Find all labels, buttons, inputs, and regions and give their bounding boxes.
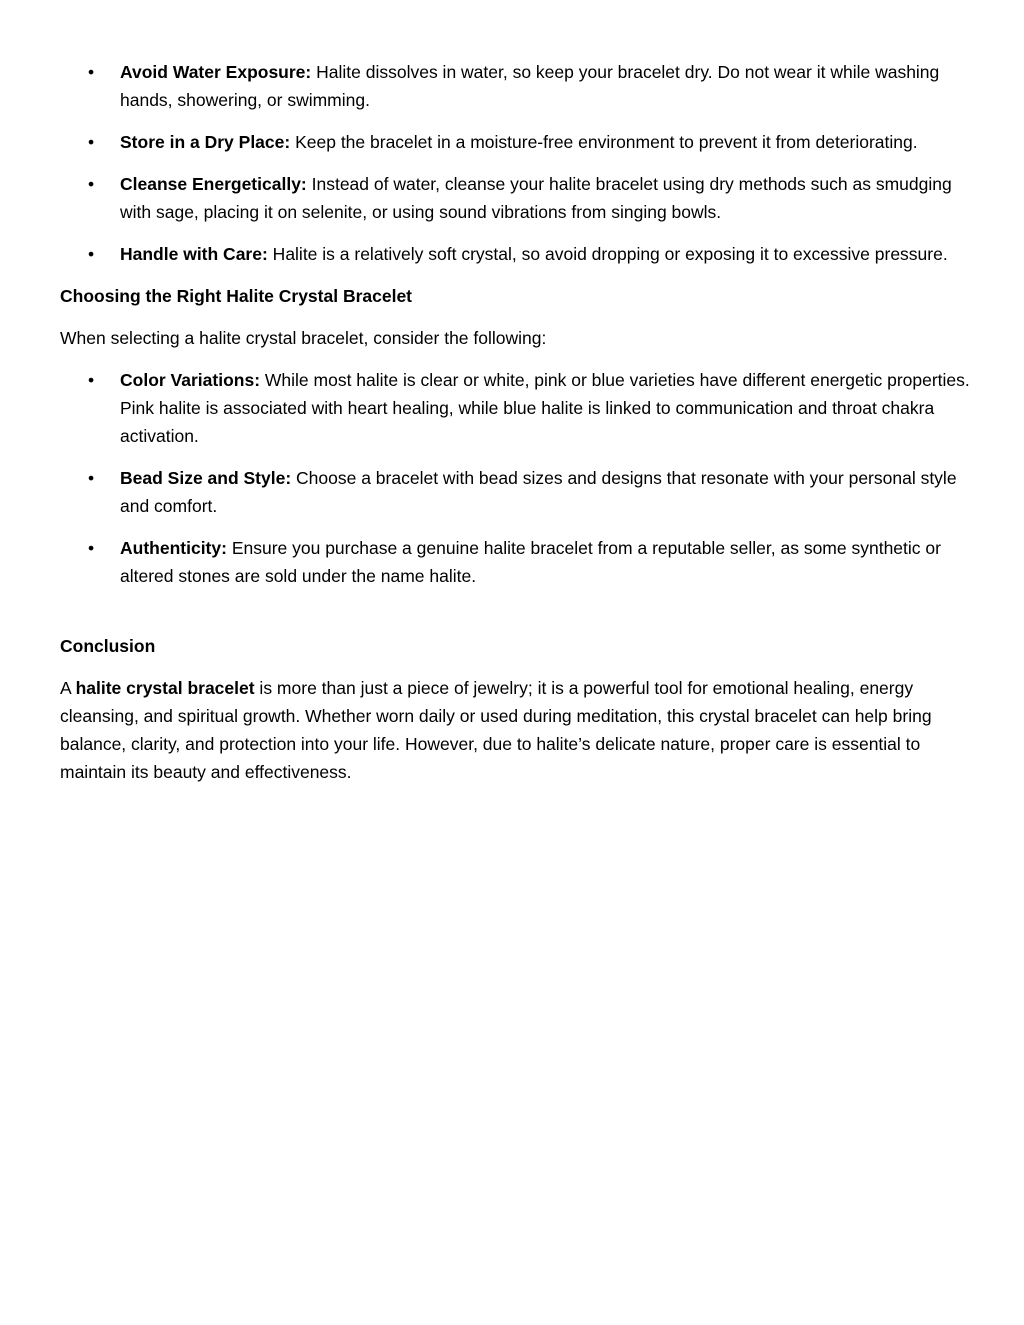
list-item <box>60 128 970 156</box>
item-label: Bead Size and Style: <box>120 468 292 488</box>
item-label: Store in a Dry Place: <box>120 132 291 152</box>
conclusion-paragraph <box>60 674 970 786</box>
document-page <box>60 58 970 800</box>
item-label: Cleanse Energetically: <box>120 174 307 194</box>
list-item <box>60 58 970 114</box>
section-heading-conclusion: Conclusion <box>60 636 156 656</box>
blank-line <box>60 604 970 632</box>
conclusion-bold-term: halite crystal bracelet <box>75 678 255 698</box>
conclusion-rest: is more than just a piece of jewelry; it is a powerful tool for emotional healing, energy cleansing, and spiritual growth. Whether worn daily or used during meditation, this crystal bracelet can help bring balance, clarity, and protection into your life. However, due to halite’s delicate nature, proper care is essential to maintain its beauty and effectiveness. <box>60 678 932 782</box>
bullet-icon: • <box>88 174 95 194</box>
list-item <box>60 366 970 450</box>
item-label: Handle with Care: <box>120 244 268 264</box>
care-tips-list <box>60 58 970 268</box>
choosing-intro: When selecting a halite crystal bracelet, consider the following: <box>60 328 547 348</box>
item-label: Authenticity: <box>120 538 227 558</box>
item-text: Keep the bracelet in a moisture-free environment to prevent it from deteriorating. <box>290 132 918 152</box>
list-item <box>60 170 970 226</box>
conclusion-lead: A <box>60 678 76 698</box>
bullet-icon: • <box>88 62 95 82</box>
item-text: Choose a bracelet with bead sizes and designs that resonate with your personal style and comfort. <box>120 468 957 516</box>
bullet-icon: • <box>88 468 95 488</box>
list-item <box>60 534 970 590</box>
bullet-icon: • <box>88 538 95 558</box>
item-text: Halite is a relatively soft crystal, so avoid dropping or exposing it to excessive pressure. <box>267 244 948 264</box>
bullet-icon: • <box>88 370 95 390</box>
item-text: While most halite is clear or white, pink or blue varieties have different energetic properties. Pink halite is associated with heart healing, while blue halite is linked to communication and throat chakra activation. <box>120 370 970 446</box>
list-item <box>60 464 970 520</box>
item-label: Color Variations: <box>120 370 261 390</box>
bullet-icon: • <box>88 132 95 152</box>
choosing-list <box>60 366 970 590</box>
item-text: Ensure you purchase a genuine halite bracelet from a reputable seller, as some synthetic or altered stones are sold under the name halite. <box>120 538 941 586</box>
bullet-icon: • <box>88 244 95 264</box>
item-text: Halite dissolves in water, so keep your bracelet dry. Do not wear it while washing hands, showering, or swimming. <box>120 62 940 110</box>
item-label: Avoid Water Exposure: <box>120 62 312 82</box>
list-item <box>60 240 970 268</box>
section-heading-choosing: Choosing the Right Halite Crystal Bracelet <box>60 286 413 306</box>
item-text: Instead of water, cleanse your halite bracelet using dry methods such as smudging with sage, placing it on selenite, or using sound vibrations from singing bowls. <box>120 174 952 222</box>
